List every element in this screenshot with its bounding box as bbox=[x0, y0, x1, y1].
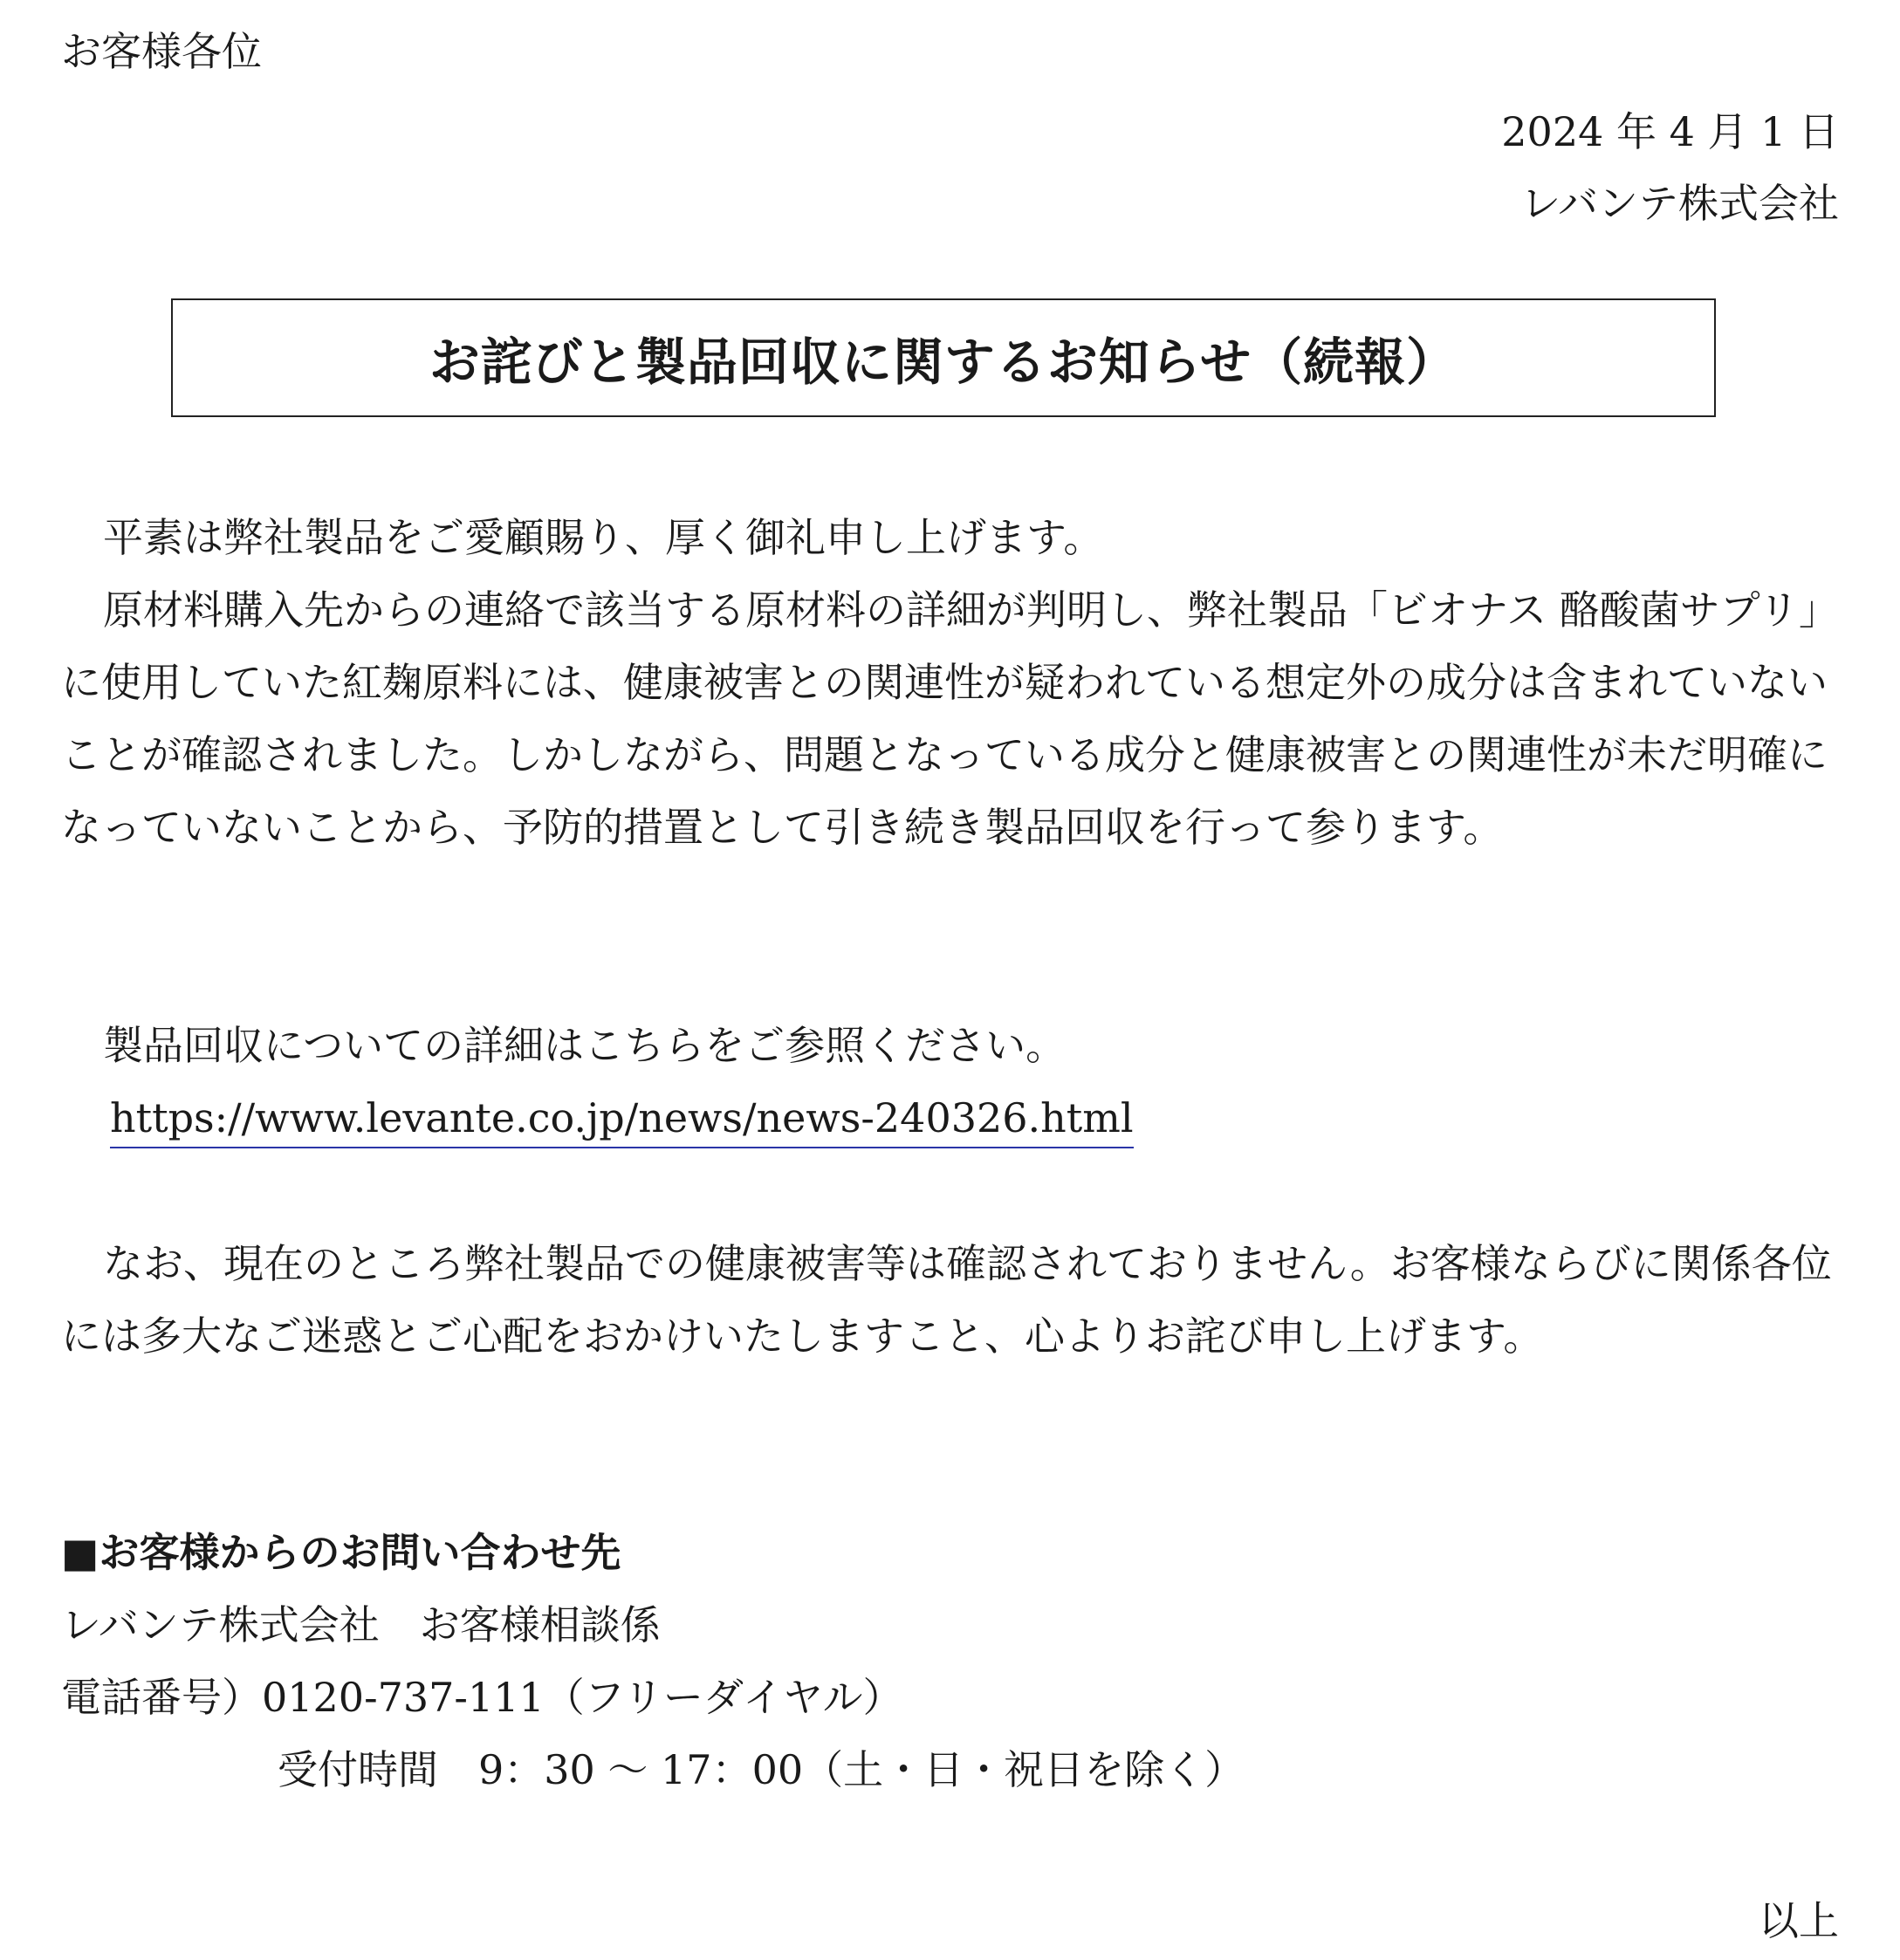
issuer-company: レバンテ株式会社 bbox=[1520, 180, 1839, 227]
contact-section bbox=[61, 1517, 1245, 1806]
contact-heading: ■お客様からのお問い合わせ先 bbox=[61, 1529, 621, 1576]
details-link[interactable]: https://www.levante.co.jp/news/news-240326.html bbox=[110, 1094, 1134, 1148]
greeting-paragraph: 平素は弊社製品をご愛顧賜り、厚く御礼申し上げます。 bbox=[103, 514, 1104, 561]
document-meta bbox=[1501, 96, 1839, 239]
apology-paragraph: なお、現在のところ弊社製品での健康被害等は確認されておりません。お客様ならびに関係各位には多大なご迷惑とご心配をおかけいたしますこと、心よりお詫び申し上げます。 bbox=[61, 1240, 1832, 1360]
contact-hours: 受付時間 9：30 ～ 17：00（土・日・祝日を除く） bbox=[278, 1746, 1245, 1793]
issue-date: 2024 年 4 月 1 日 bbox=[1501, 108, 1839, 155]
body-section-3 bbox=[61, 1228, 1842, 1373]
details-intro: 製品回収についての詳細はこちらをご参照ください。 bbox=[103, 1022, 1067, 1069]
contact-phone: 電話番号）0120-737-111（フリーダイヤル） bbox=[61, 1674, 903, 1721]
addressee: お客様各位 bbox=[61, 28, 262, 75]
document-title: お詫びと製品回収に関するお知らせ（続報） bbox=[429, 332, 1458, 392]
contact-department: レバンテ株式会社 お客様相談係 bbox=[61, 1601, 661, 1648]
closing-mark: 以上 bbox=[1759, 1897, 1839, 1944]
details-intro-block bbox=[61, 1010, 1842, 1082]
details-link-line bbox=[110, 1082, 1134, 1155]
main-paragraph: 原材料購入先からの連絡で該当する原材料の詳細が判明し、弊社製品「ビオナス 酪酸菌サプリ」に使用していた紅麹原料には、健康被害との関連性が疑われている想定外の成分は含まれていないことが確認されました。しかしながら、問題となっている成分と健康被害との関連性が未だ明確になっていないことから、予防的措置として引き続き製品回収を行って参ります。 bbox=[61, 586, 1839, 851]
title-box bbox=[171, 298, 1716, 417]
body-section-1 bbox=[61, 502, 1842, 864]
